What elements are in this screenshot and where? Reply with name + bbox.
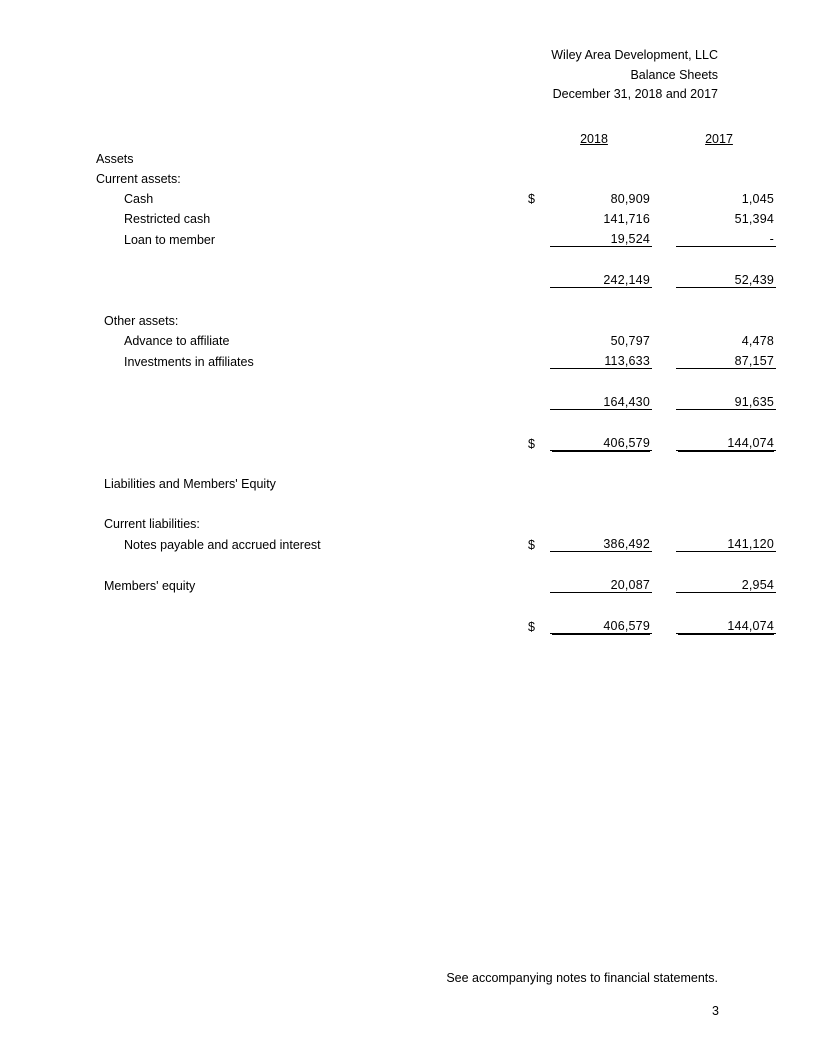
table-row	[96, 572, 776, 593]
loan-to-member-2018: 19,524	[550, 226, 652, 247]
column-header-2017: 2017	[705, 132, 733, 146]
table-row-grand-total	[96, 613, 776, 634]
empty-cell	[652, 410, 676, 431]
empty-cell	[676, 308, 776, 328]
empty-cell	[528, 389, 550, 410]
total-liabilities-equity-2018: 406,579	[550, 613, 652, 634]
empty-cell	[676, 451, 776, 472]
empty-cell	[528, 166, 550, 186]
empty-cell	[676, 491, 776, 511]
empty-cell	[528, 348, 550, 369]
spacer-row	[96, 491, 776, 511]
empty-cell	[528, 511, 550, 531]
empty-cell	[652, 166, 676, 186]
empty-cell	[528, 247, 550, 268]
table-row-total	[96, 267, 776, 288]
row-label-restricted-cash: Restricted cash	[124, 212, 211, 226]
spacer-row	[96, 451, 776, 472]
empty-cell	[676, 593, 776, 614]
dollar-sign: $	[528, 537, 535, 552]
empty-cell	[96, 288, 528, 309]
empty-cell	[652, 328, 676, 348]
empty-cell	[652, 613, 676, 634]
empty-cell	[550, 166, 652, 186]
other-assets-title: Other assets:	[104, 314, 179, 328]
empty-cell	[528, 308, 550, 328]
total-liabilities-equity-2017: 144,074	[676, 613, 776, 634]
empty-cell	[652, 593, 676, 614]
empty-cell	[652, 451, 676, 472]
empty-cell	[96, 126, 528, 146]
row-label-members-equity: Members' equity	[104, 578, 196, 593]
empty-cell	[550, 491, 652, 511]
empty-cell	[652, 206, 676, 226]
empty-cell	[550, 593, 652, 614]
empty-cell	[652, 572, 676, 593]
section-liabilities-row	[96, 471, 776, 491]
section-current-assets-row	[96, 166, 776, 186]
statement-dates: December 31, 2018 and 2017	[552, 87, 718, 101]
loan-to-member-2017: -	[676, 226, 776, 247]
assets-title: Assets	[96, 152, 134, 166]
empty-cell	[652, 552, 676, 573]
empty-cell	[96, 369, 528, 390]
empty-cell	[550, 471, 652, 491]
empty-cell	[652, 146, 676, 166]
notes-payable-2017: 141,120	[676, 531, 776, 552]
spacer-row	[96, 552, 776, 573]
empty-cell	[652, 389, 676, 410]
empty-cell	[550, 308, 652, 328]
empty-cell	[550, 247, 652, 268]
empty-cell	[652, 348, 676, 369]
row-label-loan-to-member: Loan to member	[124, 232, 216, 247]
column-header-row	[96, 126, 776, 146]
dollar-sign: $	[528, 192, 535, 206]
members-equity-2018: 20,087	[550, 572, 652, 593]
current-assets-title: Current assets:	[96, 172, 181, 186]
empty-cell	[550, 146, 652, 166]
balance-sheet-table	[96, 126, 776, 634]
empty-cell	[96, 491, 528, 511]
empty-cell	[528, 552, 550, 573]
total-assets-2017: 144,074	[676, 430, 776, 451]
table-row-grand-total	[96, 430, 776, 451]
row-label-total-liabilities-equity	[96, 613, 528, 634]
empty-cell	[528, 491, 550, 511]
empty-cell	[652, 430, 676, 451]
investments-in-affiliates-2018: 113,633	[550, 348, 652, 369]
total-other-assets-2017: 91,635	[676, 389, 776, 410]
empty-cell	[652, 511, 676, 531]
empty-cell	[528, 451, 550, 472]
table-row	[96, 226, 776, 247]
empty-cell	[652, 531, 676, 552]
row-label-cash: Cash	[124, 192, 154, 206]
empty-cell	[550, 451, 652, 472]
table-row	[96, 328, 776, 348]
current-liabilities-title: Current liabilities:	[104, 517, 200, 531]
empty-cell	[676, 146, 776, 166]
restricted-cash-2017: 51,394	[734, 212, 774, 226]
row-label-notes-payable: Notes payable and accrued interest	[124, 537, 321, 552]
advance-to-affiliate-2017: 4,478	[741, 334, 774, 348]
empty-cell	[652, 369, 676, 390]
empty-cell	[652, 186, 676, 206]
row-label-total-other-assets	[96, 389, 528, 410]
row-label-total-current-assets	[96, 267, 528, 288]
empty-cell	[676, 552, 776, 573]
empty-cell	[528, 146, 550, 166]
footnote: See accompanying notes to financial statements.	[446, 971, 718, 985]
total-other-assets-2018: 164,430	[550, 389, 652, 410]
table-row	[96, 206, 776, 226]
total-current-assets-2018: 242,149	[550, 267, 652, 288]
empty-cell	[652, 288, 676, 309]
empty-cell	[96, 593, 528, 614]
empty-cell	[528, 328, 550, 348]
empty-cell	[652, 308, 676, 328]
empty-cell	[528, 369, 550, 390]
empty-cell	[676, 288, 776, 309]
spacer-row	[96, 593, 776, 614]
investments-in-affiliates-2017: 87,157	[676, 348, 776, 369]
row-label-investments-in-affiliates: Investments in affiliates	[124, 354, 254, 369]
empty-cell	[528, 410, 550, 431]
empty-cell	[96, 247, 528, 268]
empty-cell	[550, 552, 652, 573]
empty-cell	[652, 126, 676, 146]
empty-cell	[676, 247, 776, 268]
total-current-assets-2017: 52,439	[676, 267, 776, 288]
empty-cell	[676, 471, 776, 491]
statement-title: Balance Sheets	[630, 67, 718, 82]
dollar-sign: $	[528, 619, 535, 634]
spacer-row	[96, 288, 776, 309]
empty-cell	[550, 369, 652, 390]
empty-cell	[528, 572, 550, 593]
spacer-row	[96, 247, 776, 268]
restricted-cash-2018: 141,716	[603, 212, 650, 226]
empty-cell	[96, 451, 528, 472]
empty-cell	[652, 247, 676, 268]
table-row	[96, 348, 776, 369]
empty-cell	[528, 126, 550, 146]
company-name: Wiley Area Development, LLC	[551, 48, 718, 62]
empty-cell	[528, 226, 550, 247]
empty-cell	[652, 226, 676, 247]
spacer-row	[96, 369, 776, 390]
empty-cell	[550, 288, 652, 309]
column-header-2018: 2018	[580, 132, 608, 146]
dollar-sign: $	[528, 436, 535, 451]
empty-cell	[96, 410, 528, 431]
cash-2018: 80,909	[610, 192, 650, 206]
empty-cell	[676, 166, 776, 186]
empty-cell	[528, 288, 550, 309]
section-current-liabilities-row	[96, 511, 776, 531]
page-number: 3	[712, 1004, 719, 1018]
empty-cell	[652, 267, 676, 288]
section-other-assets-row	[96, 308, 776, 328]
row-label-advance-to-affiliate: Advance to affiliate	[124, 334, 230, 348]
empty-cell	[528, 471, 550, 491]
empty-cell	[676, 410, 776, 431]
notes-payable-2018: 386,492	[550, 531, 652, 552]
empty-cell	[550, 410, 652, 431]
empty-cell	[652, 491, 676, 511]
table-row-total	[96, 389, 776, 410]
empty-cell	[528, 206, 550, 226]
empty-cell	[550, 511, 652, 531]
cash-2017: 1,045	[741, 192, 774, 206]
row-label-total-assets	[96, 430, 528, 451]
document-header	[0, 46, 718, 105]
empty-cell	[528, 267, 550, 288]
table-row	[96, 531, 776, 552]
total-assets-2018: 406,579	[550, 430, 652, 451]
table-row	[96, 186, 776, 206]
spacer-row	[96, 410, 776, 431]
empty-cell	[676, 511, 776, 531]
empty-cell	[676, 369, 776, 390]
liabilities-title: Liabilities and Members' Equity	[104, 477, 276, 491]
empty-cell	[652, 471, 676, 491]
section-assets-row	[96, 146, 776, 166]
empty-cell	[96, 552, 528, 573]
members-equity-2017: 2,954	[676, 572, 776, 593]
advance-to-affiliate-2018: 50,797	[610, 334, 650, 348]
empty-cell	[528, 593, 550, 614]
